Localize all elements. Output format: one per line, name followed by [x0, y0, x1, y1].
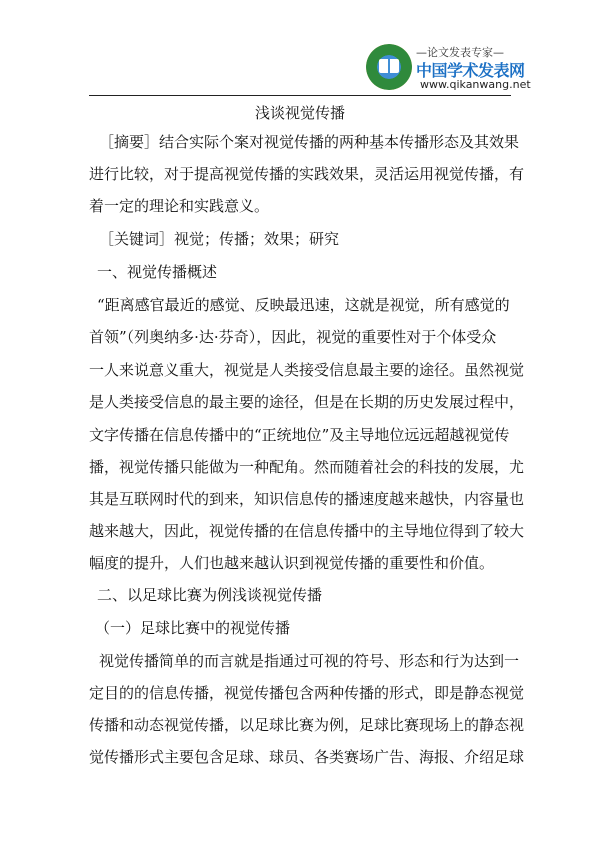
- subsection-heading-1: （一）足球比赛中的视觉传播: [95, 619, 291, 637]
- logo-url: www.qikanwang.net: [420, 78, 531, 91]
- paragraph-line: 越来越大，因此，视觉传播的在信息传播中的主导地位得到了较大: [89, 522, 525, 540]
- paragraph-line: 幅度的提升，人们也越来越认识到视觉传播的重要性和价值。: [89, 554, 495, 572]
- page-title: 浅谈视觉传播: [254, 104, 345, 122]
- section-heading-2: 二、以足球比赛为例浅谈视觉传播: [97, 586, 323, 604]
- seal-logo-icon: [366, 44, 412, 90]
- abstract-line-2: 进行比较，对于提高视觉传播的实践效果，灵活运用视觉传播，有: [89, 165, 525, 183]
- paragraph-line: 一人来说意义重大，视觉是人类接受信息最主要的途径。虽然视觉: [89, 361, 525, 379]
- paragraph-line: 其是互联网时代的到来，知识信息传的播速度越来越快，内容量也: [89, 490, 525, 508]
- paragraph-line: 传播和动态视觉传播，以足球比赛为例，足球比赛现场上的静态视: [89, 716, 525, 734]
- paragraph-line: 文字传播在信息传播中的“正统地位”及主导地位远远超越视觉传: [89, 426, 510, 444]
- keywords-line: ［关键词］视觉；传播；效果；研究: [99, 230, 340, 248]
- paragraph-line: 视觉传播简单的而言就是指通过可视的符号、形态和行为达到一: [99, 652, 520, 670]
- section-heading-1: 一、视觉传播概述: [97, 263, 218, 281]
- abstract-line-3: 着一定的理论和实践意义。: [89, 197, 270, 215]
- paragraph-line: 是人类接受信息的最主要的途径，但是在长期的历史发展过程中，: [89, 393, 525, 411]
- paragraph-line: 觉传播形式主要包含足球、球员、各类赛场广告、海报、介绍足球: [89, 748, 525, 766]
- paragraph-line: 首领”（列奥纳多·达·芬奇），因此，视觉的重要性对于个体受众: [89, 328, 497, 346]
- header-divider: [89, 95, 511, 96]
- site-logo: [366, 42, 531, 92]
- logo-brand: 中国学术发表网: [416, 61, 525, 80]
- paragraph-line: 播，视觉传播只能做为一种配角。然而随着社会的科技的发展，尤: [89, 458, 525, 476]
- logo-slogan: —论文发表专家—: [416, 46, 504, 59]
- paragraph-line: “距离感官最近的感觉、反映最迅速，这就是视觉，所有感觉的: [97, 296, 510, 314]
- paragraph-line: 定目的的信息传播，视觉传播包含两种传播的形式，即是静态视觉: [89, 684, 525, 702]
- abstract-line-1: ［摘要］结合实际个案对视觉传播的两种基本传播形态及其效果: [99, 133, 520, 151]
